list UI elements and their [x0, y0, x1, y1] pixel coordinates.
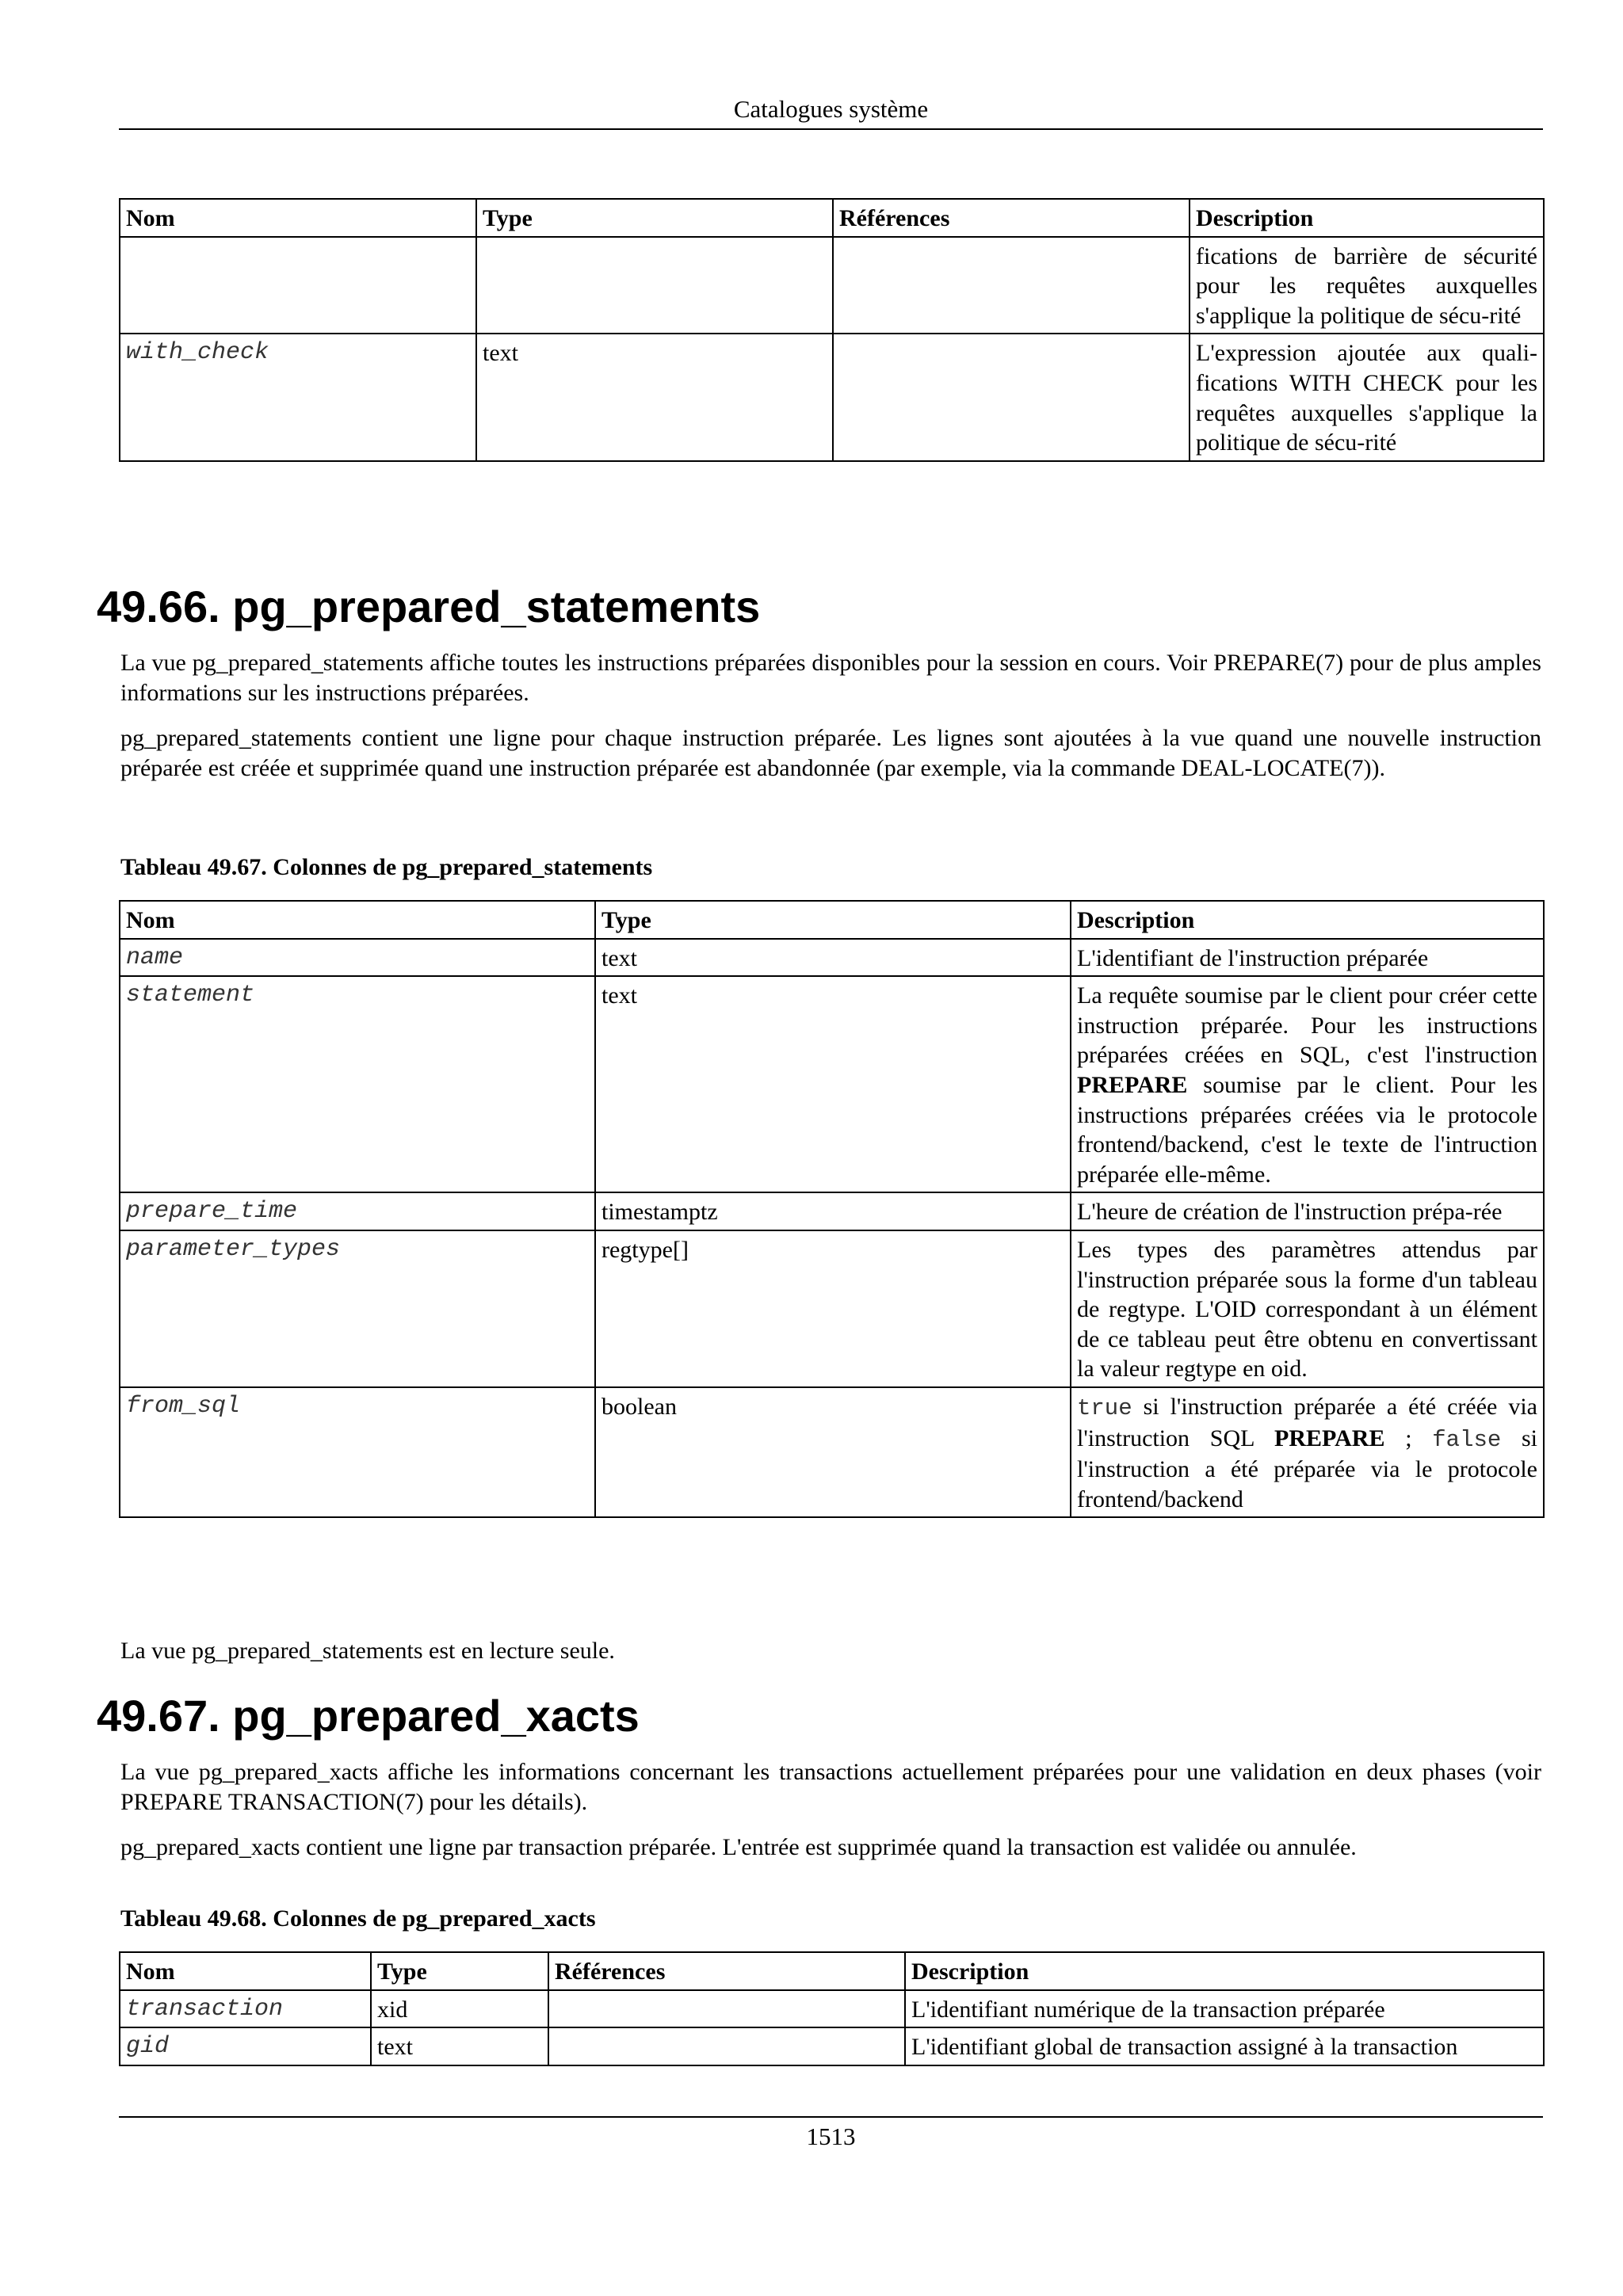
cell-description: L'expression ajoutée aux quali-fications WITH CHECK pour les requêtes auxquelles s'applique la politique de sécu-rité: [1190, 334, 1544, 460]
cell-type: xid: [371, 1990, 548, 2028]
table-row: [120, 1192, 1544, 1230]
column-header: Nom: [120, 1952, 371, 1990]
table-row: [120, 334, 1544, 460]
table-row: [120, 976, 1544, 1192]
cell-type: text: [476, 334, 833, 460]
cell-description: L'heure de création de l'instruction prépa-rée: [1071, 1192, 1544, 1230]
cell-name: from_sql: [120, 1387, 595, 1517]
cell-description: Les types des paramètres attendus par l'instruction préparée sous la forme d'un tableau de regtype. L'OID correspondant à un élément de ce tableau peut être obtenu en convertissant la valeur regtype en oid.: [1071, 1230, 1544, 1387]
cell-type: text: [595, 939, 1071, 977]
cell-description: [1071, 1387, 1544, 1517]
cell-type: text: [595, 976, 1071, 1192]
running-header: Catalogues système: [733, 95, 929, 123]
desc-text: ;: [1384, 1425, 1433, 1451]
table-header-row: [120, 901, 1544, 939]
page-number: 1513: [806, 2122, 856, 2150]
table-row: [120, 939, 1544, 977]
table-caption: Tableau 49.68. Colonnes de pg_prepared_xacts: [120, 1905, 596, 1932]
column-header: Description: [1190, 199, 1544, 237]
pg-prepared-xacts-columns-table: [119, 1951, 1545, 2066]
cell-type: [476, 237, 833, 334]
table-row: [120, 237, 1544, 334]
header-rule: [119, 128, 1543, 130]
desc-text: soumise par le client. Pour les instructions préparées créées via le protocole frontend/backend, c'est le texte de l'intruction préparée elle-même.: [1077, 1071, 1537, 1188]
column-header: Type: [595, 901, 1071, 939]
code-literal: true: [1077, 1394, 1132, 1421]
desc-text: si l'instruction préparée a été créée via l'instruction SQL: [1077, 1393, 1537, 1451]
cell-references: [833, 334, 1190, 460]
cell-description: [1071, 976, 1544, 1192]
cell-type: boolean: [595, 1387, 1071, 1517]
column-header: Type: [371, 1952, 548, 1990]
cell-description: L'identifiant numérique de la transaction préparée: [905, 1990, 1544, 2028]
section-heading-pg-prepared-xacts: 49.67. pg_prepared_xacts: [97, 1691, 640, 1741]
cell-name: parameter_types: [120, 1230, 595, 1387]
cell-type: regtype[]: [595, 1230, 1071, 1387]
code-literal: false: [1432, 1426, 1502, 1453]
table-header-row: [120, 1952, 1544, 1990]
cell-references: [833, 237, 1190, 334]
table-row: [120, 1230, 1544, 1387]
paragraph: pg_prepared_xacts contient une ligne par transaction préparée. L'entrée est supprimée quand la transaction est validée ou annulée.: [120, 1834, 1357, 1860]
cell-description: L'identifiant de l'instruction préparée: [1071, 939, 1544, 977]
column-header: Type: [476, 199, 833, 237]
table-header-row: [120, 199, 1544, 237]
cell-description: fications de barrière de sécurité pour les requêtes auxquelles s'applique la politique de sécu-rité: [1190, 237, 1544, 334]
column-header: Nom: [120, 901, 595, 939]
section-heading-pg-prepared-statements: 49.66. pg_prepared_statements: [97, 582, 761, 631]
cell-references: [548, 1990, 905, 2028]
desc-text: La requête soumise par le client pour créer cette instruction préparée. Pour les instructions préparées créées en SQL, c'est l'instruction: [1077, 982, 1537, 1069]
desc-text: si l'instruction a été préparée via le protocole frontend/backend: [1077, 1425, 1538, 1512]
table-row: [120, 1387, 1544, 1517]
cell-name: [120, 237, 476, 334]
column-header: Description: [905, 1952, 1544, 1990]
cell-type: timestamptz: [595, 1192, 1071, 1230]
paragraph: La vue pg_prepared_statements affiche toutes les instructions préparées disponibles pour la session en cours. Voir PREPARE(7) pour de plus amples informations sur les instructions préparées.: [120, 650, 1541, 706]
table-row: [120, 1990, 1544, 2028]
paragraph: La vue pg_prepared_statements est en lecture seule.: [120, 1638, 615, 1664]
table-row: [120, 2027, 1544, 2065]
cell-type: text: [371, 2027, 548, 2065]
cell-name: name: [120, 939, 595, 977]
cell-references: [548, 2027, 905, 2065]
cell-name: transaction: [120, 1990, 371, 2028]
policy-columns-table-continued: [119, 198, 1545, 462]
pg-prepared-statements-columns-table: [119, 900, 1545, 1518]
command-keyword: PREPARE: [1274, 1425, 1385, 1451]
column-header: Description: [1071, 901, 1544, 939]
paragraph: La vue pg_prepared_xacts affiche les informations concernant les transactions actuellement préparées pour une validation en deux phases (voir PREPARE TRANSACTION(7) pour les détails).: [120, 1759, 1541, 1815]
column-header: Nom: [120, 199, 476, 237]
cell-name: gid: [120, 2027, 371, 2065]
cell-name: prepare_time: [120, 1192, 595, 1230]
cell-name: with_check: [120, 334, 476, 460]
footer-rule: [119, 2116, 1543, 2118]
paragraph: pg_prepared_statements contient une ligne pour chaque instruction préparée. Les lignes sont ajoutées à la vue quand une nouvelle instruction préparée est créée et supprimée quand une instruction préparée est abandonnée (par exemple, via la commande DEAL-LOCATE(7)).: [120, 725, 1541, 781]
column-header: Références: [548, 1952, 905, 1990]
cell-name: statement: [120, 976, 595, 1192]
command-keyword: PREPARE: [1077, 1071, 1188, 1098]
table-caption: Tableau 49.67. Colonnes de pg_prepared_statements: [120, 854, 653, 880]
column-header: Références: [833, 199, 1190, 237]
cell-description: L'identifiant global de transaction assigné à la transaction: [905, 2027, 1544, 2065]
